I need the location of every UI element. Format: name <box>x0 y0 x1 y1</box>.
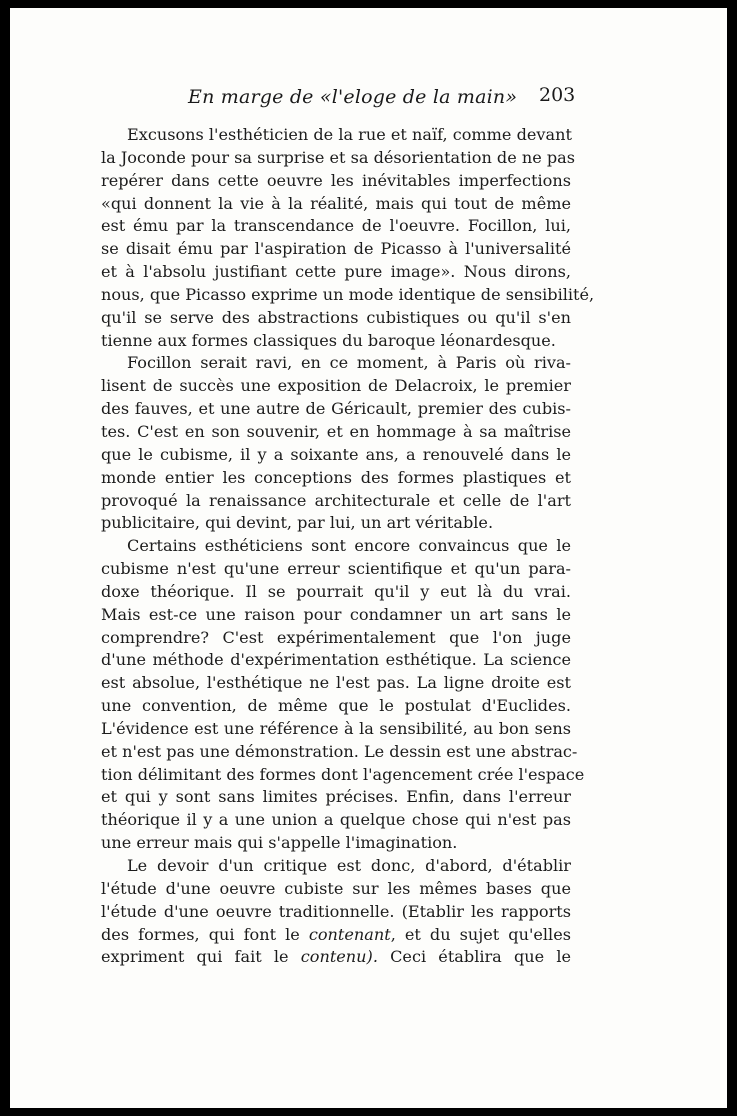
text-line: et à l'absolu justifiant cette pure image». Nous dirons, <box>101 262 571 282</box>
book-page <box>10 8 727 1108</box>
text-line: l'étude d'une oeuvre cubiste sur les mêmes bases que <box>101 878 571 898</box>
running-title: En marge de «l'eloge de la main» <box>188 86 518 108</box>
text-line: une convention, de même que le postulat d'Euclides. <box>101 696 571 716</box>
text-line: théorique il y a une union a quelque chose qui n'est pas <box>101 810 571 830</box>
text-line: et qui y sont sans limites précises. Enfin, dans l'erreur <box>101 787 571 807</box>
paragraph-1 <box>101 124 595 352</box>
text-line: Focillon serait ravi, en ce moment, à Paris où riva- <box>127 353 571 373</box>
text-line: L'évidence est une référence à la sensibilité, au bon sens <box>101 718 571 738</box>
text-line: lisent de succès une exposition de Delacroix, le premier <box>101 376 571 396</box>
text-line: une erreur mais qui s'appelle l'imagination. <box>101 833 458 853</box>
text-line: repérer dans cette oeuvre les inévitables imperfections <box>101 170 571 190</box>
text-line: tion délimitant des formes dont l'agencement crée l'espace <box>101 764 585 784</box>
text-line: comprendre? C'est expérimentalement que l'on juge <box>101 627 571 647</box>
text-line: est absolue, l'esthétique ne l'est pas. La ligne droite est <box>101 673 571 693</box>
paragraph-4 <box>101 855 571 969</box>
text-line: la Joconde pour sa surprise et sa désorientation de ne pas <box>101 147 576 167</box>
text-line: provoqué la renaissance architecturale et celle de l'art <box>101 490 571 510</box>
text-line: est ému par la transcendance de l'oeuvre. Focillon, lui, <box>101 216 571 236</box>
text-line: se disait ému par l'aspiration de Picasso à l'universalité <box>101 239 571 259</box>
text-line: des fauves, et une autre de Géricault, premier des cubis- <box>101 399 571 419</box>
text-run: des formes, qui font le <box>101 924 309 944</box>
text-line: Excusons l'esthéticien de la rue et naïf, comme devant <box>127 125 572 144</box>
text-line: d'une méthode d'expérimentation esthétique. La science <box>101 650 571 670</box>
text-run: , et du sujet qu'elles <box>390 924 571 944</box>
text-line: et n'est pas une démonstration. Le dessin est une abstrac- <box>101 741 578 761</box>
text-line: «qui donnent la vie à la réalité, mais qui tout de même <box>101 193 571 213</box>
text-line: cubisme n'est qu'une erreur scientifique et qu'un para- <box>101 559 571 579</box>
text-run: expriment qui fait le <box>101 947 301 967</box>
italic-term: contenu). <box>300 947 378 967</box>
text-line: qu'il se serve des abstractions cubistiques ou qu'il s'en <box>101 307 571 327</box>
text-line: tes. C'est en son souvenir, et en hommage à sa maîtrise <box>101 421 571 441</box>
text-line: Mais est-ce une raison pour condamner un art sans le <box>101 604 571 624</box>
body-text <box>101 124 595 969</box>
text-line: que le cubisme, il y a soixante ans, a renouvelé dans le <box>101 444 571 464</box>
text-line-with-italic <box>101 946 571 969</box>
text-line: l'étude d'une oeuvre traditionnelle. (Etablir les rapports <box>101 901 571 921</box>
text-line: nous, que Picasso exprime un mode identique de sensibilité, <box>101 284 595 304</box>
text-run: Ceci établira que le <box>377 947 571 967</box>
italic-term: contenant <box>308 924 391 944</box>
text-line: Certains esthéticiens sont encore convaincus que le <box>127 536 571 556</box>
paragraph-2 <box>101 352 571 535</box>
text-line: tienne aux formes classiques du baroque léonardesque. <box>101 330 556 350</box>
text-line: Le devoir d'un critique est donc, d'abord, d'établir <box>127 856 571 875</box>
text-line: publicitaire, qui devint, par lui, un art véritable. <box>101 513 494 533</box>
text-line: doxe théorique. Il se pourrait qu'il y eut là du vrai. <box>101 581 571 601</box>
text-line: monde entier les conceptions des formes plastiques et <box>101 467 571 487</box>
paragraph-3 <box>101 535 585 855</box>
text-line-with-italic <box>101 924 571 947</box>
page-header <box>10 82 727 112</box>
page-number: 203 <box>539 84 576 106</box>
